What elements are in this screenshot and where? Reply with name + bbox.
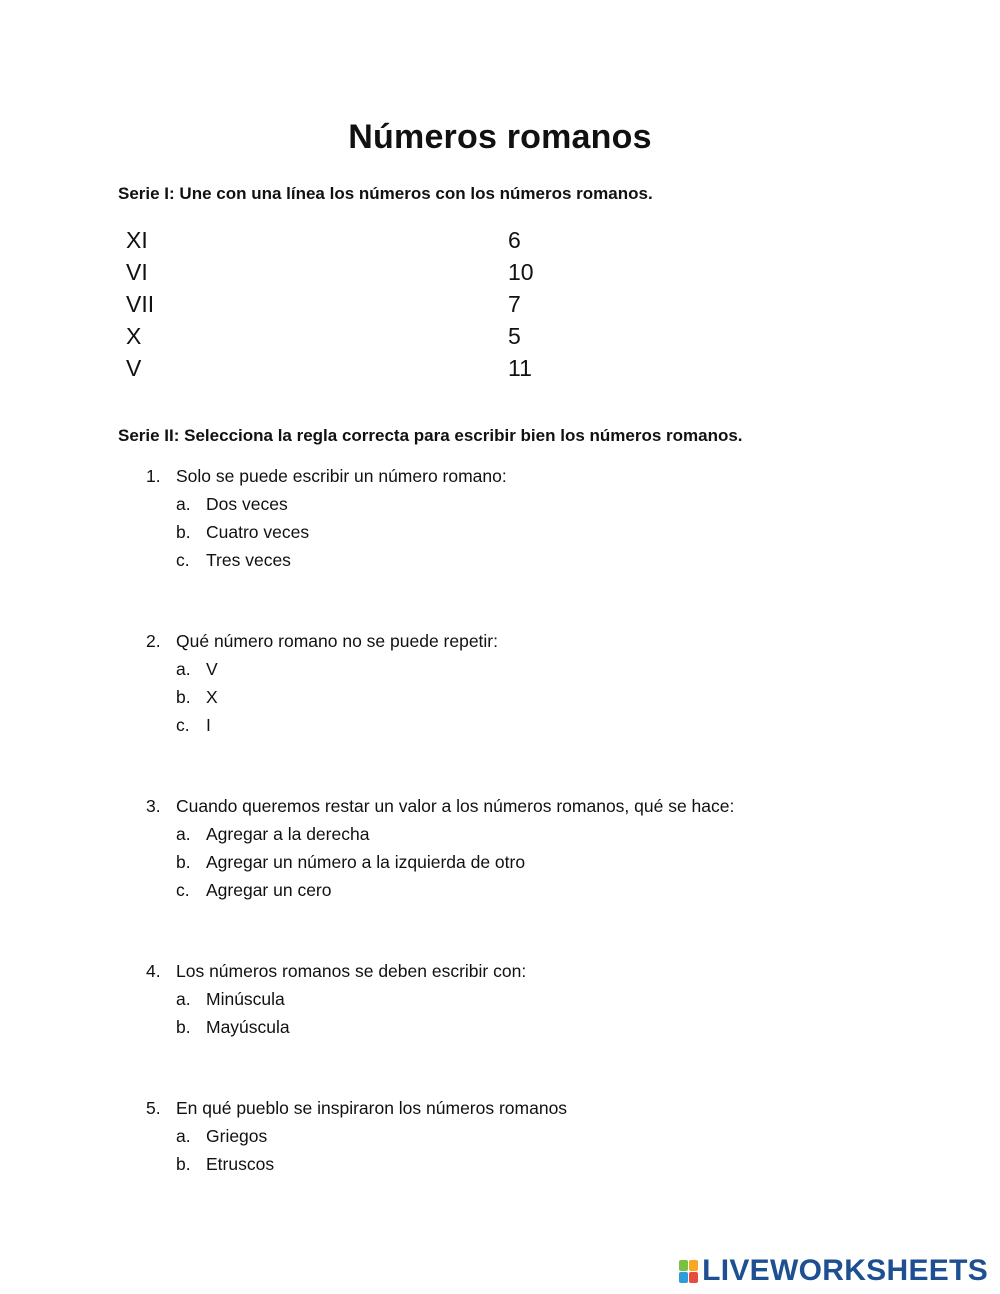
- option-text: Mayúscula: [206, 1017, 290, 1037]
- arabic-number-item[interactable]: 7: [508, 291, 521, 317]
- question-text: En qué pueblo se inspiraron los números romanos: [176, 1098, 568, 1118]
- answer-option[interactable]: [146, 683, 734, 711]
- question-number: 1.: [146, 466, 161, 486]
- option-letter: b.: [176, 852, 191, 872]
- answer-option[interactable]: [146, 518, 734, 546]
- question-number: 2.: [146, 631, 161, 651]
- option-letter: c.: [176, 880, 190, 900]
- question-number: 4.: [146, 961, 161, 981]
- option-text: Cuatro veces: [206, 522, 310, 542]
- question-4: [146, 957, 734, 1041]
- answer-option[interactable]: [146, 1150, 734, 1178]
- option-text: Agregar un número a la izquierda de otro: [206, 852, 526, 872]
- roman-numeral-item[interactable]: X: [126, 323, 142, 349]
- option-text: Tres veces: [206, 550, 291, 570]
- option-letter: a.: [176, 659, 191, 679]
- liveworksheets-logo-icon: [679, 1260, 698, 1283]
- option-letter: b.: [176, 1017, 191, 1037]
- page-title: Números romanos: [348, 118, 652, 156]
- question-number: 3.: [146, 796, 161, 816]
- option-text: Etruscos: [206, 1154, 275, 1174]
- option-letter: b.: [176, 522, 191, 542]
- question-number: 5.: [146, 1098, 161, 1118]
- option-letter: b.: [176, 687, 191, 707]
- option-text: Griegos: [206, 1126, 268, 1146]
- option-text: Minúscula: [206, 989, 285, 1009]
- option-letter: a.: [176, 824, 191, 844]
- option-text: V: [206, 659, 218, 679]
- option-letter: a.: [176, 989, 191, 1009]
- option-letter: a.: [176, 494, 191, 514]
- option-letter: b.: [176, 1154, 191, 1174]
- arabic-number-item[interactable]: 6: [508, 227, 521, 253]
- arabic-number-item[interactable]: 11: [508, 355, 532, 381]
- serie-1-instruction: Serie I: Une con una línea los números con los números romanos.: [118, 184, 653, 203]
- roman-numerals-column: [126, 224, 154, 384]
- answer-option[interactable]: [146, 1122, 734, 1150]
- answer-option[interactable]: [146, 848, 734, 876]
- question-5: [146, 1094, 734, 1178]
- arabic-numbers-column: [508, 224, 534, 384]
- roman-numeral-item[interactable]: VI: [126, 259, 148, 285]
- option-text: X: [206, 687, 218, 707]
- option-letter: c.: [176, 715, 190, 735]
- option-letter: c.: [176, 550, 190, 570]
- answer-option[interactable]: [146, 820, 734, 848]
- question-list: [146, 462, 734, 1231]
- question-3: [146, 792, 734, 904]
- question-2: [146, 627, 734, 739]
- question-text: Solo se puede escribir un número romano:: [176, 466, 507, 486]
- serie-2-instruction: Serie II: Selecciona la regla correcta para escribir bien los números romanos.: [118, 426, 743, 445]
- answer-option[interactable]: [146, 985, 734, 1013]
- roman-numeral-item[interactable]: VII: [126, 291, 155, 317]
- roman-numeral-item[interactable]: XI: [126, 227, 148, 253]
- option-text: Dos veces: [206, 494, 288, 514]
- answer-option[interactable]: [146, 490, 734, 518]
- question-text: Qué número romano no se puede repetir:: [176, 631, 498, 651]
- arabic-number-item[interactable]: 5: [508, 323, 521, 349]
- roman-numeral-item[interactable]: V: [126, 355, 142, 381]
- option-text: Agregar un cero: [206, 880, 332, 900]
- answer-option[interactable]: [146, 711, 734, 739]
- liveworksheets-logo[interactable]: [679, 1254, 988, 1288]
- answer-option[interactable]: [146, 876, 734, 904]
- option-letter: a.: [176, 1126, 191, 1146]
- answer-option[interactable]: [146, 546, 734, 574]
- logo-text: LIVEWORKSHEETS: [702, 1254, 988, 1287]
- question-1: [146, 462, 734, 574]
- option-text: Agregar a la derecha: [206, 824, 370, 844]
- arabic-number-item[interactable]: 10: [508, 259, 534, 285]
- question-text: Los números romanos se deben escribir con:: [176, 961, 527, 981]
- option-text: I: [206, 715, 211, 735]
- answer-option[interactable]: [146, 655, 734, 683]
- question-text: Cuando queremos restar un valor a los números romanos, qué se hace:: [176, 796, 735, 816]
- answer-option[interactable]: [146, 1013, 734, 1041]
